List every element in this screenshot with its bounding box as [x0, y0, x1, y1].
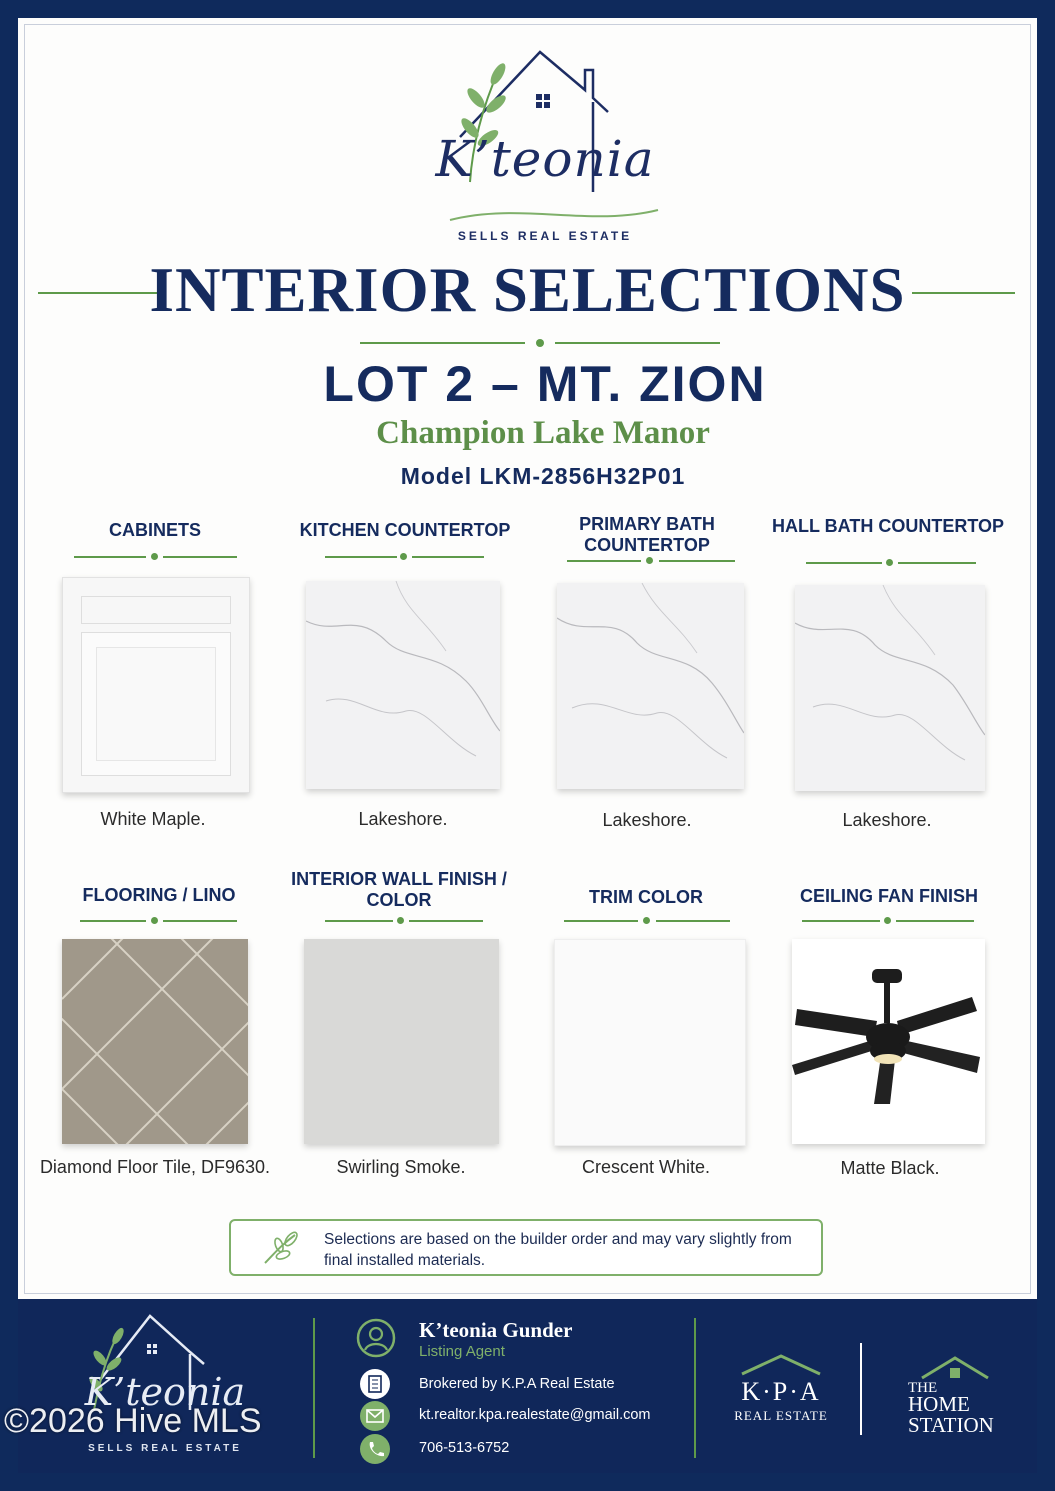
footer-brand-tagline: SELLS REAL ESTATE	[88, 1443, 242, 1454]
title-underline-dot	[536, 339, 544, 347]
kpa-logo-sub: REAL ESTATE	[734, 1408, 828, 1423]
category-primary-bath-countertop: PRIMARY BATH COUNTERTOP	[579, 514, 715, 555]
primary-bath-countertop-swatch	[557, 583, 744, 789]
category-rule	[74, 556, 146, 558]
category-rule	[802, 920, 880, 922]
category-rule	[325, 920, 393, 922]
footer-brand-name: K’teonia	[84, 1370, 246, 1414]
category-cabinets: CABINETS	[108, 520, 201, 540]
category-rule	[163, 920, 237, 922]
category-interior-wall: INTERIOR WALL FINISH / COLOR	[291, 869, 507, 910]
partner-divider	[860, 1343, 862, 1435]
brand-name: K’teonia	[435, 130, 655, 188]
home-station-home: HOME	[908, 1392, 970, 1416]
title-underline-right	[555, 342, 720, 344]
category-dot	[646, 557, 653, 564]
category-dot	[884, 917, 891, 924]
category-hall-bath-countertop: HALL BATH COUNTERTOP	[772, 516, 1004, 536]
mail-icon	[360, 1401, 390, 1431]
wall-color-swatch	[304, 939, 499, 1144]
category-rule	[659, 560, 735, 562]
leaf-icon	[261, 1231, 301, 1265]
page-title: INTERIOR SELECTIONS	[149, 255, 906, 325]
lot-heading: LOT 2 – MT. ZION	[323, 356, 767, 412]
trim-color-value: Crescent White.	[581, 1157, 711, 1177]
category-kitchen-countertop: KITCHEN COUNTERTOP	[299, 520, 511, 540]
person-icon	[356, 1318, 396, 1358]
category-flooring: FLOORING / LINO	[82, 885, 236, 905]
hall-bath-value: Lakeshore.	[842, 810, 932, 830]
phone-icon	[360, 1434, 390, 1464]
category-ceiling-fan: CEILING FAN FINISH	[799, 886, 978, 906]
agent-role: Listing Agent	[419, 1343, 505, 1360]
kpa-logo-text: K·P·A	[741, 1377, 821, 1406]
home-station-roof-icon	[920, 1354, 990, 1382]
ceiling-fan-icon	[792, 939, 985, 1144]
ceiling-fan-value: Matte Black.	[840, 1158, 940, 1178]
category-rule	[898, 562, 976, 564]
disclaimer-note	[229, 1219, 823, 1276]
primary-bath-value: Lakeshore.	[602, 810, 692, 830]
footer-divider	[694, 1318, 696, 1458]
category-rule	[163, 556, 237, 558]
category-dot	[886, 559, 893, 566]
home-station-the: THE	[908, 1380, 938, 1396]
model-number: Model LKM-2856H32P01	[400, 463, 686, 489]
category-dot	[151, 917, 158, 924]
brand-tagline: SELLS REAL ESTATE	[457, 229, 633, 243]
wall-color-value: Swirling Smoke.	[336, 1157, 466, 1177]
category-rule	[412, 556, 484, 558]
flooring-value: Diamond Floor Tile, DF9630.	[39, 1157, 271, 1177]
hall-bath-countertop-swatch	[795, 585, 985, 791]
category-rule	[325, 556, 397, 558]
home-station-station: STATION	[908, 1413, 994, 1437]
kpa-roof-icon	[740, 1352, 822, 1376]
category-rule	[80, 920, 146, 922]
category-rule	[806, 562, 882, 564]
broker-line: Brokered by K.P.A Real Estate	[419, 1376, 615, 1392]
disclaimer-text: Selections are based on the builder order and may vary slightly from final installed materials.	[324, 1231, 792, 1269]
kitchen-countertop-value: Lakeshore.	[358, 809, 448, 829]
category-trim-color: TRIM COLOR	[589, 887, 703, 907]
category-dot	[400, 553, 407, 560]
kitchen-countertop-swatch	[306, 581, 500, 789]
category-rule	[896, 920, 974, 922]
category-rule	[656, 920, 730, 922]
agent-phone[interactable]: 706-513-6752	[419, 1440, 510, 1456]
category-dot	[643, 917, 650, 924]
cabinets-value: White Maple.	[100, 809, 206, 829]
category-rule	[564, 920, 638, 922]
category-dot	[397, 917, 404, 924]
agent-name: K’teonia Gunder	[419, 1318, 573, 1342]
agent-email[interactable]: kt.realtor.kpa.realestate@gmail.com	[419, 1407, 651, 1423]
title-underline-left	[360, 342, 525, 344]
flooring-swatch	[62, 939, 248, 1144]
category-rule	[567, 560, 641, 562]
category-rule	[409, 920, 483, 922]
mls-watermark: ©2026 Hive MLS	[4, 1402, 262, 1440]
trim-color-swatch	[554, 939, 746, 1146]
cabinet-swatch	[62, 577, 250, 793]
building-icon	[360, 1369, 390, 1399]
footer-divider	[313, 1318, 315, 1458]
category-dot	[151, 553, 158, 560]
subdivision-name: Champion Lake Manor	[376, 415, 710, 451]
